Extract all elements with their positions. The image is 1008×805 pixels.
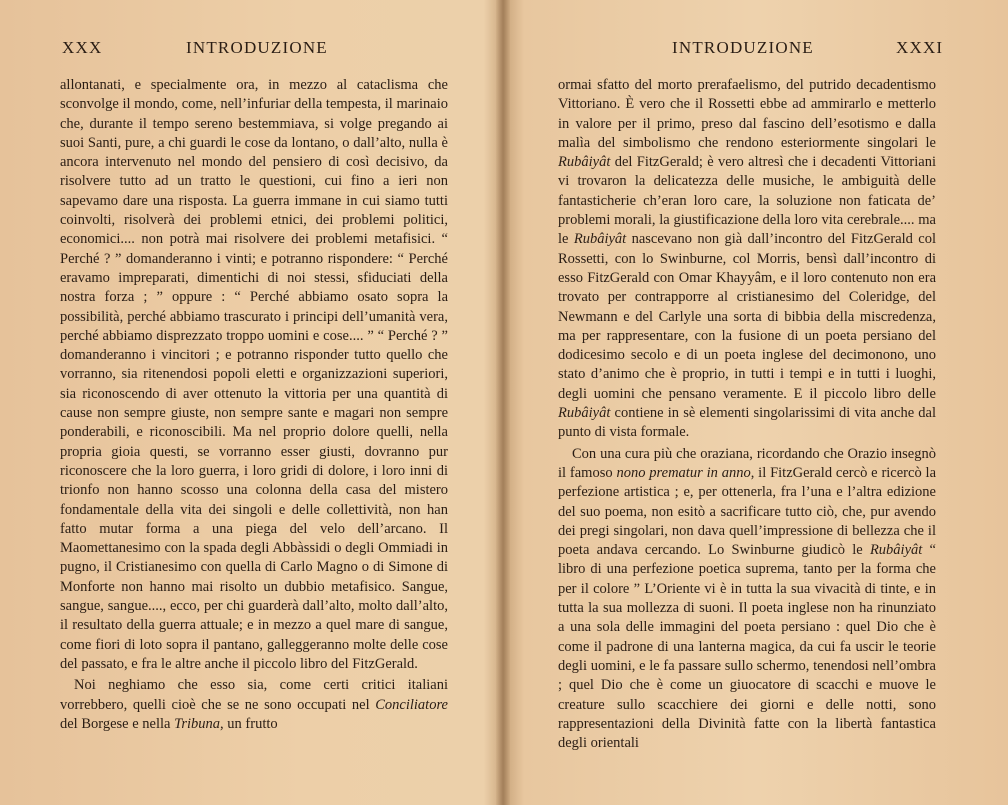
running-head: INTRODUZIONE [672, 38, 814, 57]
italic-title: Rubâiyât [573, 231, 627, 248]
italic-title: Tribuna [174, 715, 221, 732]
italic-quote: nono prematur in anno [616, 464, 751, 481]
left-page [0, 0, 500, 805]
italic-title: Conciliatore [375, 696, 448, 713]
italic-title: Rubâiyât [869, 542, 923, 559]
right-page [508, 0, 1008, 805]
paragraph: Noi neghiamo che esso sia, come certi critici italiani vorrebbero, quelli cioè che se ne sono occupati nel Conciliatore del Borgese e nella Tribuna, un frutto [60, 677, 448, 732]
paragraph: ormai sfatto del morto prerafaelismo, del putrido decadentismo Vittoriano. È vero che il Rossetti ebbe ad ammirarlo e metterlo in valore per il primo, preso dal fascino dell’esotismo e dalla malìa del simbolismo che rendono esteriormente singolari le Rubâiyât del FitzGerald; è vero altresì che i decadenti Vittoriani vi trovaron la delicatezza delle musiche, le ambiguità delle fantasticherie ch’eran loro care, la soluzione non faticata de’ problemi morali, la giustificazione della loro vita cerebrale.... ma le Rubâiyât nascevano non già dall’incontro del FitzGerald col Rossetti, con lo Swinburne, col Morris, bensì dall’incontro di esso FitzGerald con Omar Khayyâm, e il loro contenuto non era trovato per contrapporre al cristianesimo del Coleridge, del Newmann e del Carlyle una sorta di bibbia della miscredenza, ma per rappresentare, con la fusione di un poeta persiano del dodicesimo secolo e di un poeta inglese del decimonono, uno stato d’animo che è proprio, in tutti i tempi e in tutti i luoghi, degli uomini che pensano veramente. E il piccolo libro delle Rubâiyât contiene in sè elementi singolarissimi di vita anche dal punto di vista formale. [558, 77, 936, 441]
paragraph: Con una cura più che oraziana, ricordando che Orazio insegnò il famoso nono prematur in anno, il FitzGerald cercò e ricercò la perfezione artistica ; e, per ottenerla, fra l’una e l’altra edizione del suo poema, non esitò a sacrificare tutto ciò, che, pur avendo dei pregi singolari, non dava quell’impressione di bellezza che il poeta andava cercando. Lo Swinburne giudicò le Rubâiyât “ libro di una perfezione poetica suprema, tanto per la forma che per il colore ” L’Oriente vi è in tutta la sua vivacità di tinte, e in tutta la sua mollezza di suoni. Il poeta inglese non ha rinunziato a una sola delle immagini del poeta persiano : quel Dio che è come il padrone di una lanterna magica, da cui fa uscir le teorie degli uomini, e le fa passare sullo schermo, tenendosi nell’ombra ; quel Dio che è come un giuocatore di scacchi e muove le creature sullo scacchiere dei giorni e delle notti, sono rappresentazioni della Divinità fatte con la libertà fantastica degli orientali [558, 445, 937, 752]
italic-title: Rubâiyât [558, 405, 611, 422]
page-number: XXXI [896, 38, 944, 57]
page-body [558, 76, 936, 753]
italic-title: Rubâiyât [558, 154, 611, 171]
running-head: INTRODUZIONE [186, 38, 328, 57]
paragraph: allontanati, e specialmente ora, in mezzo al cataclisma che sconvolge il mondo, come, nell’infuriar della tempesta, il marinaio che, durante il tempo sereno bestemmiava, si volge pregando ai suoi Santi, pure, a chi guardi le cose da lontano, o dall’alto, nulla è ancora intervenuto nel mondo del pensiero di così decisivo, da risolvere tutto ad un tratto le questioni, cui fino a ieri non sapevamo dare una risposta. La guerra immane in cui siamo tutti coinvolti, risolverà dei problemi etnici, dei problemi politici, economici.... non potrà mai risolvere dei problemi metafisici. “ Perché ? ” domanderanno i vinti; e potranno rispondere: “ Perché eravamo impreparati, dimentichi di noi stessi, sfiduciati della nostra forza ; ” oppure : “ Perché abbiamo osato sopra la possibilità, perché abbiamo trascurato i principi dell’umanità vera, perché abbiamo disprezzato troppo uomini e cose.... ” “ Perché ? ” domanderanno i vincitori ; e potranno risponder tutto quello che vorranno, sia ritenendosi popoli eletti e organizzazioni superiori, sia riconoscendo di aver ottenuto la vittoria per una quantità di cause non sempre giuste, non sempre sante e magari non sempre ponderabili, e riconoscibili. Ma nel proprio dolore quelli, nella propria gioia questi, se vorranno esser giusti, dovranno pur riconoscere che la loro guerra, i loro gridi di dolore, i loro inni di trionfo non hanno scosso una colonna della casa del mistero fondamentale della vita dei singoli e delle collettività, non han fatto mutar forma a una piega del velo dell’arcano. Il Maomettanesimo con la spada degli Abbàssidi o degli Ommiadi in pugno, il Cristianesimo con quella di Carlo Magno o di Simone di Monforte non hanno mai risolto un dubbio metafisico. Sangue, sangue, sangue...., ecco, per chi guarderà dall’alto, molto dall’alto, il resultato della guerra attuale; e in mezzo a quel mare di sangue, come fiori di loto sopra il pantano, galleggeranno molte delle cose del passato, e fra le altre anche il piccolo libro del FitzGerald. [60, 77, 448, 672]
page-body [60, 76, 448, 734]
page-number: XXX [62, 38, 103, 57]
